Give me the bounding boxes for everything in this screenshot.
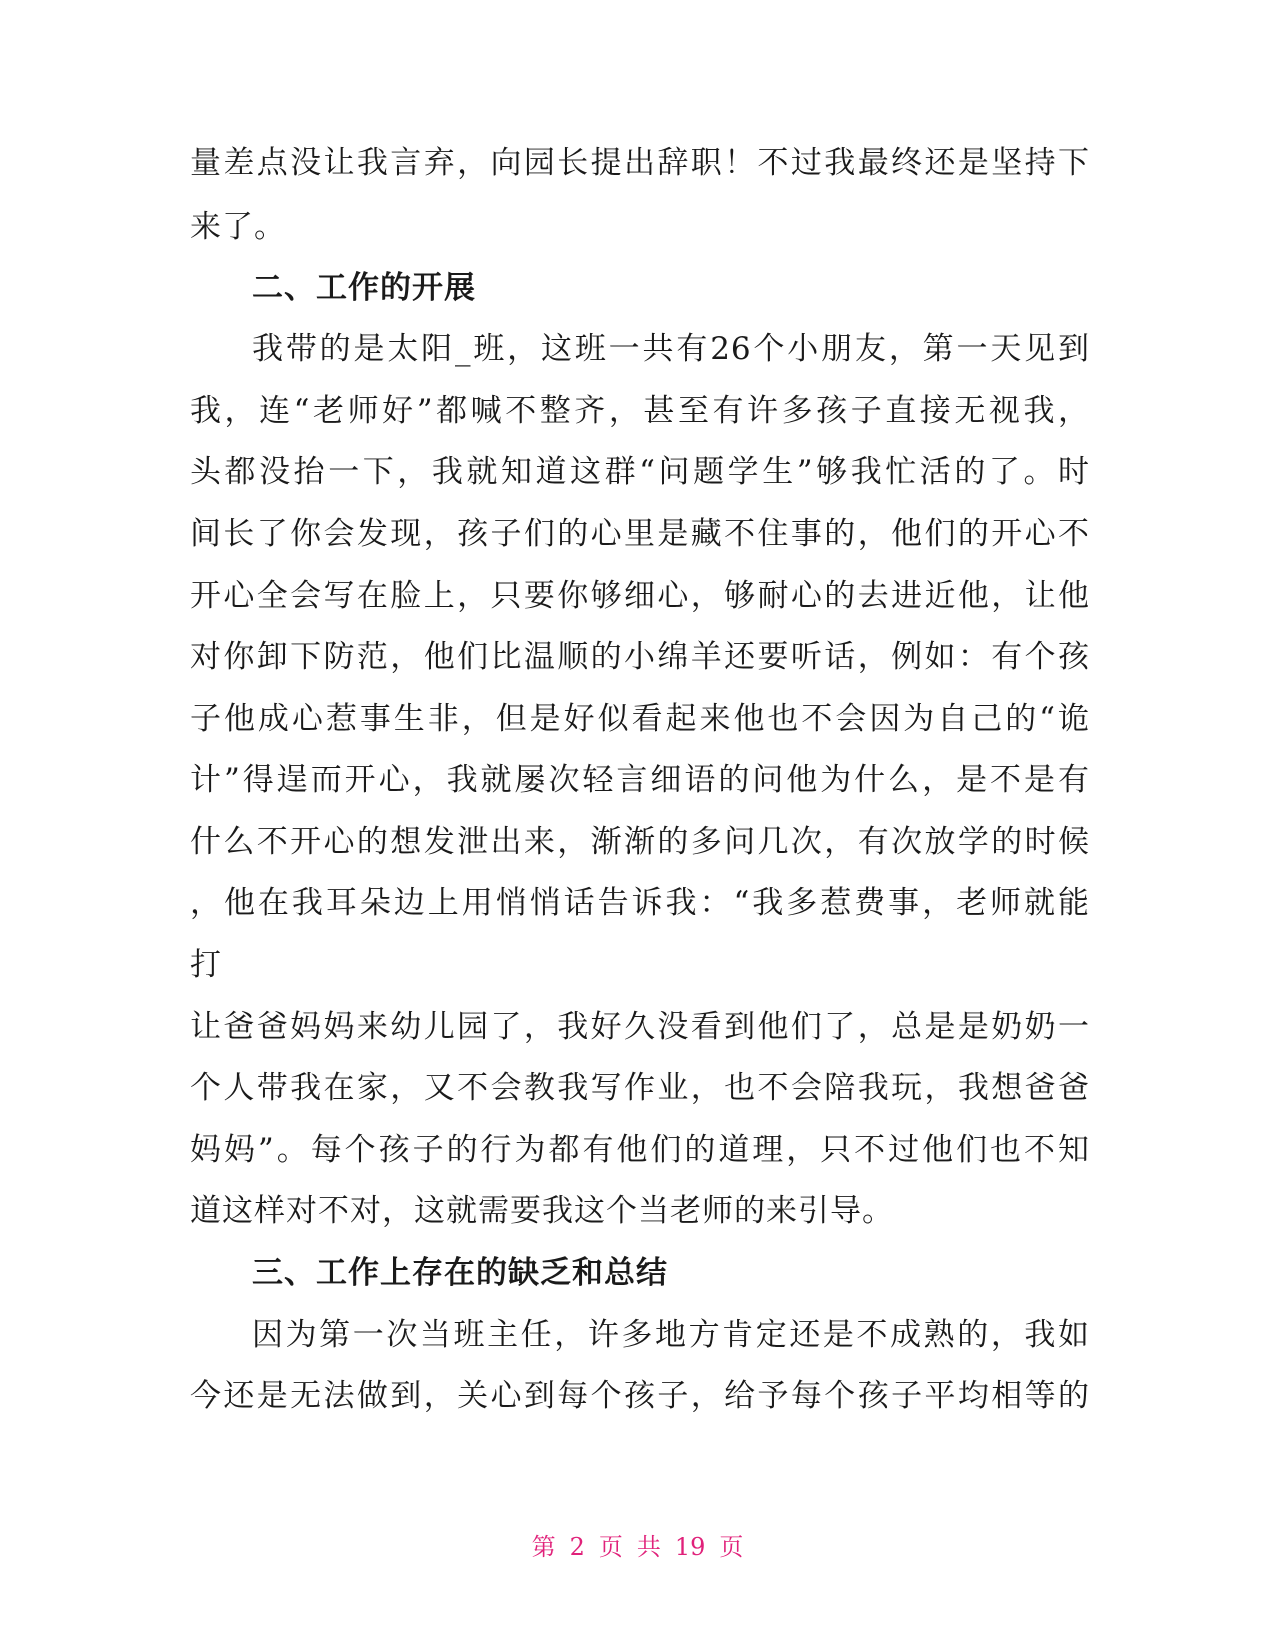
body-text-line: 妈妈”。每个孩子的行为都有他们的道理，只不过他们也不知 [190, 1132, 1090, 1168]
footer-word: 共 [636, 1533, 661, 1561]
body-text-line: 头都没抬一下，我就知道这群“问题学生”够我忙活的了。时 [190, 454, 1090, 490]
body-text-line: 来了。 [190, 209, 286, 245]
body-text-line: 对你卸下防范，他们比温顺的小绵羊还要听话，例如：有个孩 [190, 639, 1090, 675]
footer-word: 页 [598, 1533, 623, 1561]
body-text-line: 计”得逞而开心，我就屡次轻言细语的问他为什么，是不是有 [190, 762, 1090, 798]
current-page-number: 2 [569, 1533, 585, 1561]
page-number-footer [0, 1532, 1275, 1562]
body-text-line: 什么不开心的想发泄出来，渐渐的多问几次，有次放学的时候 [190, 824, 1090, 860]
body-text-line: 道这样对不对，这就需要我这个当老师的来引导。 [190, 1193, 894, 1229]
body-text-line: 让爸爸妈妈来幼儿园了，我好久没看到他们了，总是是奶奶一 [190, 1009, 1090, 1045]
body-text-line: 开心全会写在脸上，只要你够细心，够耐心的去进近他，让他 [190, 578, 1090, 614]
body-text-line: 因为第一次当班主任，许多地方肯定还是不成熟的，我如 [252, 1317, 1090, 1353]
body-text-line: ，他在我耳朵边上用悄悄话告诉我：“我多惹费事，老师就能 [190, 885, 1090, 921]
body-text-line: 子他成心惹事生非，但是好似看起来他也不会因为自己的“诡 [190, 701, 1090, 737]
body-text-line: 量差点没让我言弃，向园长提出辞职！不过我最终还是坚持下 [190, 145, 1090, 181]
footer-word: 页 [719, 1533, 744, 1561]
total-page-count: 19 [674, 1533, 706, 1561]
section-heading: 二、工作的开展 [252, 270, 476, 306]
body-text-line: 间长了你会发现，孩子们的心里是藏不住事的，他们的开心不 [190, 516, 1090, 552]
footer-word: 第 [531, 1533, 556, 1561]
body-text-line: 个人带我在家，又不会教我写作业，也不会陪我玩，我想爸爸 [190, 1070, 1090, 1106]
body-text-line: 我，连“老师好”都喊不整齐，甚至有许多孩子直接无视我， [190, 393, 1090, 429]
section-heading: 三、工作上存在的缺乏和总结 [252, 1255, 668, 1291]
body-text-line: 今还是无法做到，关心到每个孩子，给予每个孩子平均相等的 [190, 1378, 1090, 1414]
body-text-line: 打 [190, 947, 222, 983]
body-text-line: 我带的是太阳_班，这班一共有26个小朋友，第一天见到 [252, 331, 1090, 367]
